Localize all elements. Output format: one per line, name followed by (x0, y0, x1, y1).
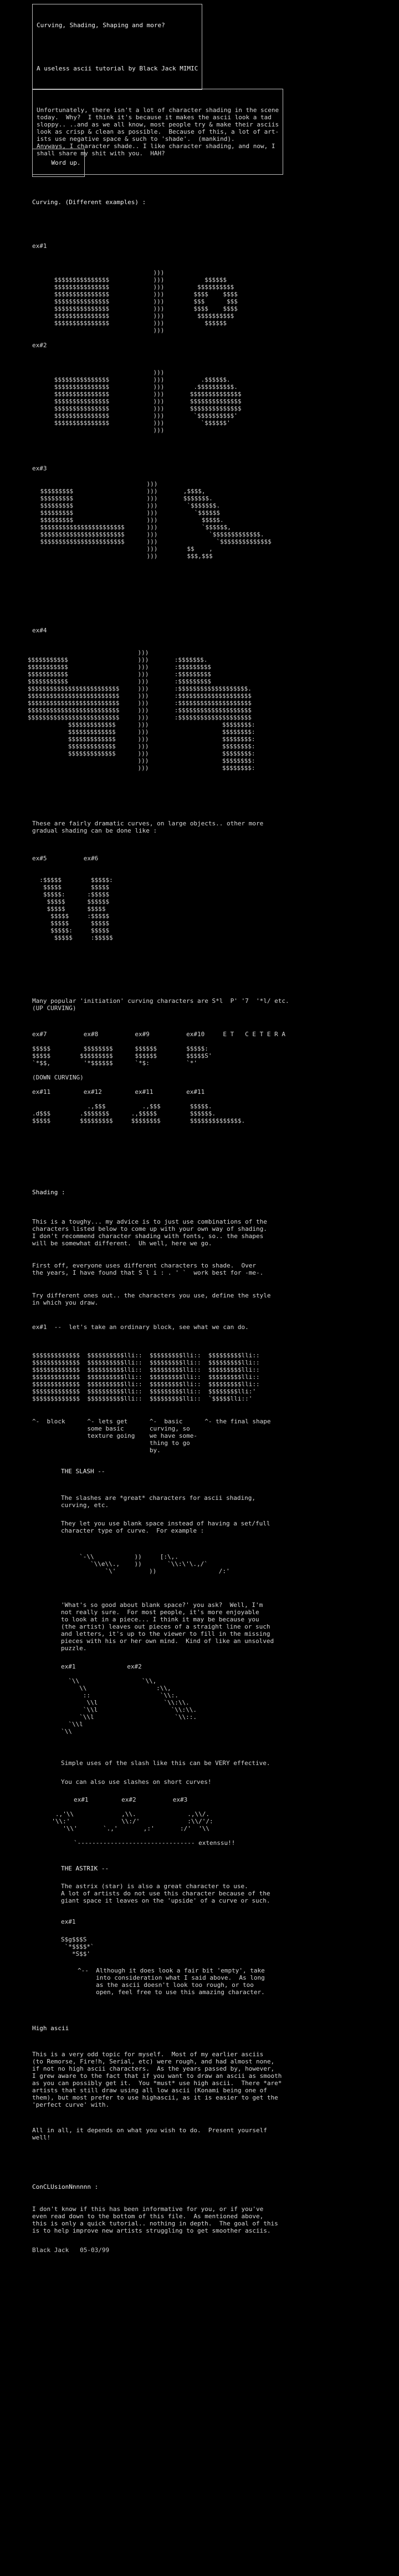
shading-para2: First off, everyone uses different characters to shade. Over the years, I have found that S l i : . ' ` work best for -me-. (32, 1262, 264, 1276)
highascii-heading: High ascii (32, 2025, 69, 2032)
slash-para5: You can also use slashes on short curves! (61, 1778, 212, 1786)
slash-para2: They let you use blank space instead of having a set/full character type of curve. For example : (61, 1520, 270, 1534)
intro-text: Unfortunately, there isn't a lot of character shading in the scene today. Why? I think it's because it makes the ascii look a tad sloppy.. ..and as we all know, most people try & make their asciis look as crisp & clean as possible. Because of this, a lot of art- ists use negative space & such to 'shade'. (mankind). Anyways, I character shade.. I like character shading, and now, I shall share my shit with you. HAH? (37, 107, 279, 157)
shading-ex1-label: ex#1 -- let's take an ordinary block, see what we can do. (32, 1324, 249, 1331)
initiation-art: ex#7 ex#8 ex#9 ex#10 E T C E T E R A $$$$$ $$$$$$$$ $$$$$$ $$$$$: $$$$$ $$$$$$$$$ $$$$$$ $$$$$S' `*$$, '*$$$$$$ `*$: `*' (DOWN CURVING) ex#11 ex#12 ex#11 ex#11 .,$$$ .,$$$ $$$$$. .d$$$ .$$$$$$$ .,$$$$$ $$$$$$. $$$$$ $$$$$$$$$ $$$$$$$$ $$$$$$$$$$$$$$. (32, 1031, 285, 1124)
shading-blocks-caption: ^- block ^- lets get ^- basic ^- the final shape some basic curving, so texture going we have some- thing to go by. (32, 1418, 271, 1454)
astrix-ex-label: ex#1 (61, 1918, 76, 1925)
signature: Black Jack 05-03/99 (32, 2247, 110, 2254)
ex4-label: ex#4 (32, 627, 47, 634)
astrix-para2: ^-- Although it does look a fair bit 'empty', take into consideration what I said above. As long as the ascii doesn't look too rough, or too open, feel free to use this amazing character. (78, 1967, 265, 1996)
gradual-art: ex#5 ex#6 :$$$$$ $$$$$: $$$$$ $$$$$ $$$$$: :$$$$$ $$$$$ $$$$$$ $$$$$ $$$$$ $$$$$ :$$$$$ $$$$$ $$$$$ $$$$$: $$$$$ $$$$$ :$$$$$ (32, 855, 113, 941)
doc-subtitle: A useless ascii tutorial by Black Jack MIMIC (37, 65, 198, 72)
header-box (32, 4, 202, 90)
slash-para1: The slashes are *great* characters for ascii shading, curving, etc. (61, 1494, 255, 1509)
slash-para4: Simple uses of the slash like this can be VERY effective. (61, 1759, 270, 1767)
shading-heading: Shading : (32, 1189, 65, 1196)
doc-title: Curving, Shading, Shaping and more? (37, 22, 165, 29)
astrix-heading: THE ASTRIK -- (61, 1865, 109, 1872)
gradual-text: These are fairly dramatic curves, on large objects.. other more gradual shading can be done like : (32, 820, 264, 834)
conclusion-heading: ConCLUsionNnnnnn : (32, 2183, 99, 2190)
slash-heading: THE SLASH -- (61, 1468, 105, 1475)
ex3-art: ))) $$$$$$$$$ ))) ,$$$$, $$$$$$$$$ ))) $$$$$$$. $$$$$$$$$ ))) `$$$$$$$. $$$$$$$$$ ))) `$$$$$$ $$$$$$$$$ ))) $$$$$. $$$$$$$$$$$$$$$$$$$$$$$ ))) `$$$$$$, $$$$$$$$$$$$$$$$$$$$$$$ ))) `$$$$$$$$$$$$$. $$$$$$$$$$$$$$$$$$$$$$$ ))) `$$$$$$$$$$$$$$ ))) $$ , ))) $$$,$$$ (40, 480, 272, 560)
shading-para3: Try different ones out.. the characters you use, define the style in which you draw. (32, 1292, 271, 1306)
slash-art1: `-\\ )) [:\,. `\\e\\., )) `\\:\'\.,/` `\' )) /:' (79, 1553, 230, 1575)
shading-para1: This is a toughy... my advice is to just use combinations of the characters listed below to come up with your own way of shading. I don't recommend character shading with fonts, so.. the shapes will be somewhat different. Uh well, here we go. (32, 1218, 267, 1247)
astrix-para1: The astrix (star) is also a great character to use. A lot of artists do not use this character because of the giant space it leaves on the 'upside' of a curve or such. (61, 1883, 270, 1904)
slash-art2: ex#1 ex#2 `\\ `\\, \\ :\\, :: `\\:. \\l `\\:\\. `\\l `\\:\\. `\\l `\\::. `\\l `\\ (61, 1663, 197, 1735)
highascii-para1: This is a very odd topic for myself. Most of my earlier asciis (to Remorse, Fire!h, Serial, etc) were rough, and had almost none, if not no high ascii characters. As the years passed by, however, I grew aware to the fact that if you want to draw an ascii as smooth as you can possibly get it. You *must* use high ascii. There *are* artists that still draw using all low ascii (Konami being one of them), but most prefer to use highascii, as it is easier to get the 'perfect curve' with. (32, 2051, 282, 2108)
ex4-art: ))) $$$$$$$$$$$ ))) :$$$$$$$. $$$$$$$$$$$ ))) :$$$$$$$$$ $$$$$$$$$$$ ))) :$$$$$$$$$ $$$$$$$$$$$ ))) :$$$$$$$$$ $$$$$$$$$$$$$$$$$$$$$$$$$ ))) :$$$$$$$$$$$$$$$$$$$. $$$$$$$$$$$$$$$$$$$$$$$$$ ))) :$$$$$$$$$$$$$$$$$$$$ $$$$$$$$$$$$$$$$$$$$$$$$$ ))) :$$$$$$$$$$$$$$$$$$$$ $$$$$$$$$$$$$$$$$$$$$$$$$ ))) :$$$$$$$$$$$$$$$$$$$$ $$$$$$$$$$$$$$$$$$$$$$$$$ ))) :$$$$$$$$$$$$$$$$$$$$ $$$$$$$$$$$$$ ))) $$$$$$$$: $$$$$$$$$$$$$ ))) $$$$$$$$: $$$$$$$$$$$$$ ))) $$$$$$$$: $$$$$$$$$$$$$ ))) $$$$$$$$: $$$$$$$$$$$$$ ))) $$$$$$$$: ))) $$$$$$$$: ))) $$$$$$$$: (27, 649, 255, 772)
curving-heading: Curving. (Different examples) : (32, 199, 146, 206)
initiation-text: Many popular 'initiation' curving characters are S*l P' '7 '*l/ etc. (UP CURVING) (32, 997, 289, 1012)
word-up-text: Word up. (51, 159, 81, 166)
shading-blocks-art: $$$$$$$$$$$$$ $$$$$$$$$$lli:: $$$$$$$$$lli:: $$$$$$$$$lli:: $$$$$$$$$$$$$ $$$$$$$$$$lli:: $$$$$$$$$lli:: $$$$$$$$$lli:: $$$$$$$$$$$$$ $$$$$$$$$$lli:: $$$$$$$$$lli:: $$$$$$$$$lli:: $$$$$$$$$$$$$ $$$$$$$$$$lli:: $$$$$$$$$lli:: $$$$$$$$$lli:: $$$$$$$$$$$$$ $$$$$$$$$$lli:: $$$$$$$$$lli:: $$$$$$$$$lli:: $$$$$$$$$$$$$ $$$$$$$$$$lli:: $$$$$$$$$lli:: $$$$$$$$lli:' $$$$$$$$$$$$$ $$$$$$$$$$lli:: $$$$$$$$$lli:: `$$$$$lli::' (32, 1352, 260, 1402)
highascii-para2: All in all, it depends on what you wish to do. Present yourself well! (32, 2127, 267, 2141)
word-up-box (32, 149, 85, 177)
ex1-label: ex#1 (32, 242, 47, 250)
slash-art3: ex#1 ex#2 ex#3 .,'\\ ,\\. .,\\/. '\\:' \\:/' :\\/'/: '\\' `.,' ,:' :/' '\\ `-------------------------------- extenssu!! (52, 1796, 236, 1847)
astrix-art: S$g$$$S `*$$$$*` *S$$' (61, 1936, 94, 1958)
ex3-label: ex#3 (32, 465, 47, 472)
ex1-art: ))) $$$$$$$$$$$$$$$ ))) $$$$$$ $$$$$$$$$$$$$$$ ))) $$$$$$$$$$ $$$$$$$$$$$$$$$ ))) $$$$ $$$$ $$$$$$$$$$$$$$$ ))) $$$ $$$ $$$$$$$$$$$$$$$ ))) $$$$ $$$$ $$$$$$$$$$$$$$$ ))) $$$$$$$$$$ $$$$$$$$$$$$$$$ ))) $$$$$$ ))) (54, 269, 238, 334)
spacer (37, 43, 198, 50)
conclusion-para: I don't know if this has been informative for you, or if you've even read down to the bottom of this file. As mentioned above, this is only a quick tutorial.. nothing in depth. The goal of this is to help improve new artists struggling to get smoother asciis. (32, 2205, 278, 2234)
slash-para3: 'What's so good about blank space?' you ask? Well, I'm not really sure. For most people, it's more enjoyable to look at in a piece... I think it may be because you (the artist) leaves out pieces of a straight line or such and letters, it's up to the viewer to fill in the missing pieces with his or her own mind. Kind of like an unsolved puzzle. (61, 1601, 274, 1652)
ex2-art: ))) $$$$$$$$$$$$$$$ ))) .$$$$$$. $$$$$$$$$$$$$$$ ))) .$$$$$$$$$$. $$$$$$$$$$$$$$$ ))) $$$$$$$$$$$$$$ $$$$$$$$$$$$$$$ ))) $$$$$$$$$$$$$$ $$$$$$$$$$$$$$$ ))) $$$$$$$$$$$$$$ $$$$$$$$$$$$$$$ ))) `$$$$$$$$$$' $$$$$$$$$$$$$$$ ))) `$$$$$$' ))) (54, 369, 242, 434)
ex2-label: ex#2 (32, 342, 47, 349)
